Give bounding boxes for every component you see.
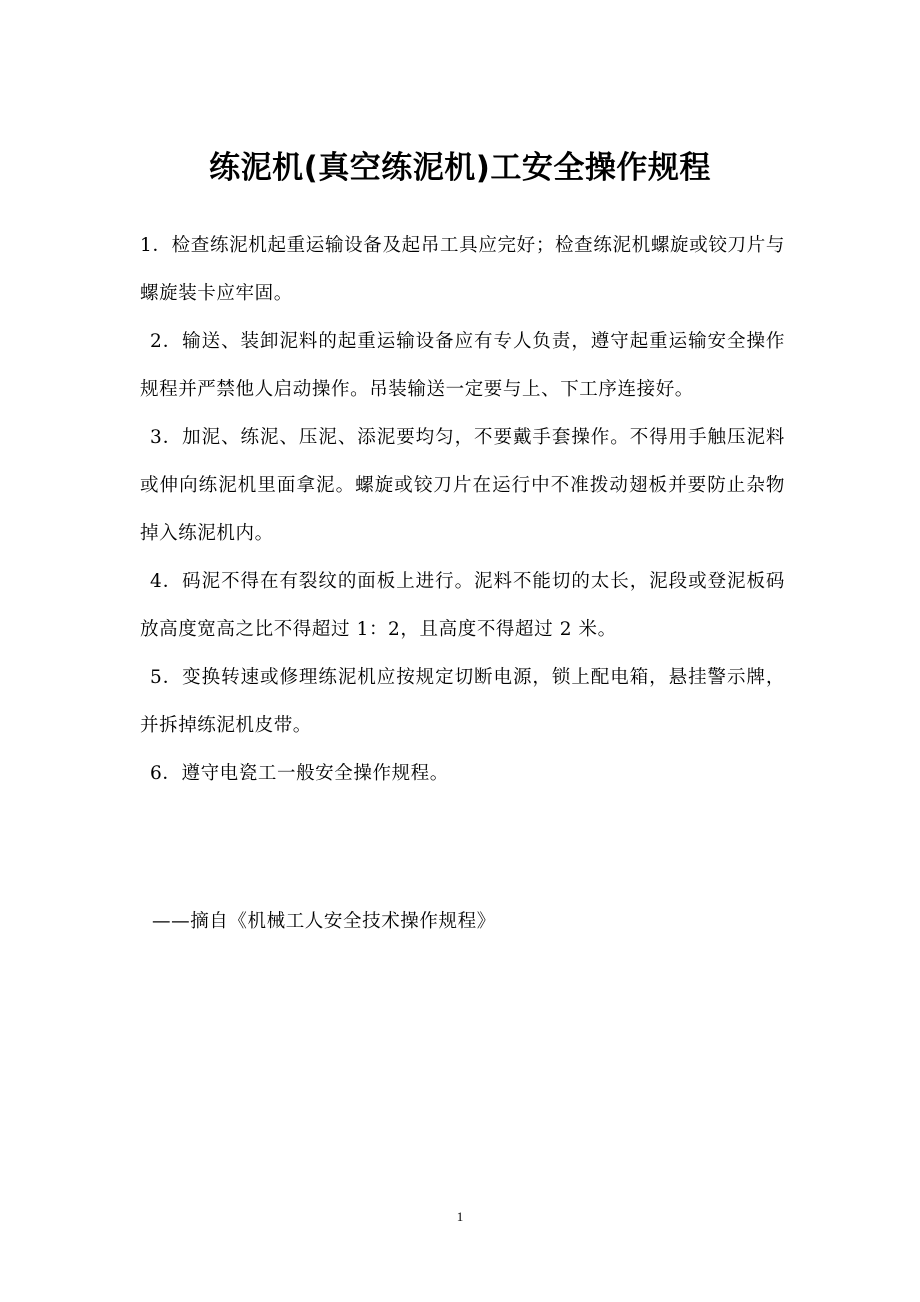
paragraph-5: 5．变换转速或修理练泥机应按规定切断电源，锁上配电箱，悬挂警示牌，并拆掉练泥机皮带。	[140, 667, 785, 736]
document-title: 练泥机(真空练泥机)工安全操作规程	[209, 150, 711, 186]
paragraph-4: 4．码泥不得在有裂纹的面板上进行。泥料不能切的太长，泥段或登泥板码放高度宽高之比不得超过 1：2，且高度不得超过 2 米。	[140, 571, 785, 640]
paragraph-2: 2．输送、装卸泥料的起重运输设备应有专人负责，遵守起重运输安全操作规程并严禁他人启动操作。吊装输送一定要与上、下工序连接好。	[140, 331, 785, 400]
paragraph-1: 1．检查练泥机起重运输设备及起吊工具应完好；检查练泥机螺旋或铰刀片与螺旋装卡应牢固。	[140, 235, 785, 304]
paragraph-6: 6．遵守电瓷工一般安全操作规程。	[150, 763, 449, 784]
page-number: 1	[456, 1209, 464, 1224]
document-body	[140, 222, 785, 798]
paragraph-3: 3．加泥、练泥、压泥、添泥要均匀，不要戴手套操作。不得用手触压泥料或伸向练泥机里面拿泥。螺旋或铰刀片在运行中不准拨动翅板并要防止杂物掉入练泥机内。	[140, 427, 785, 544]
source-citation: ——摘自《机械工人安全技术操作规程》	[152, 911, 496, 932]
